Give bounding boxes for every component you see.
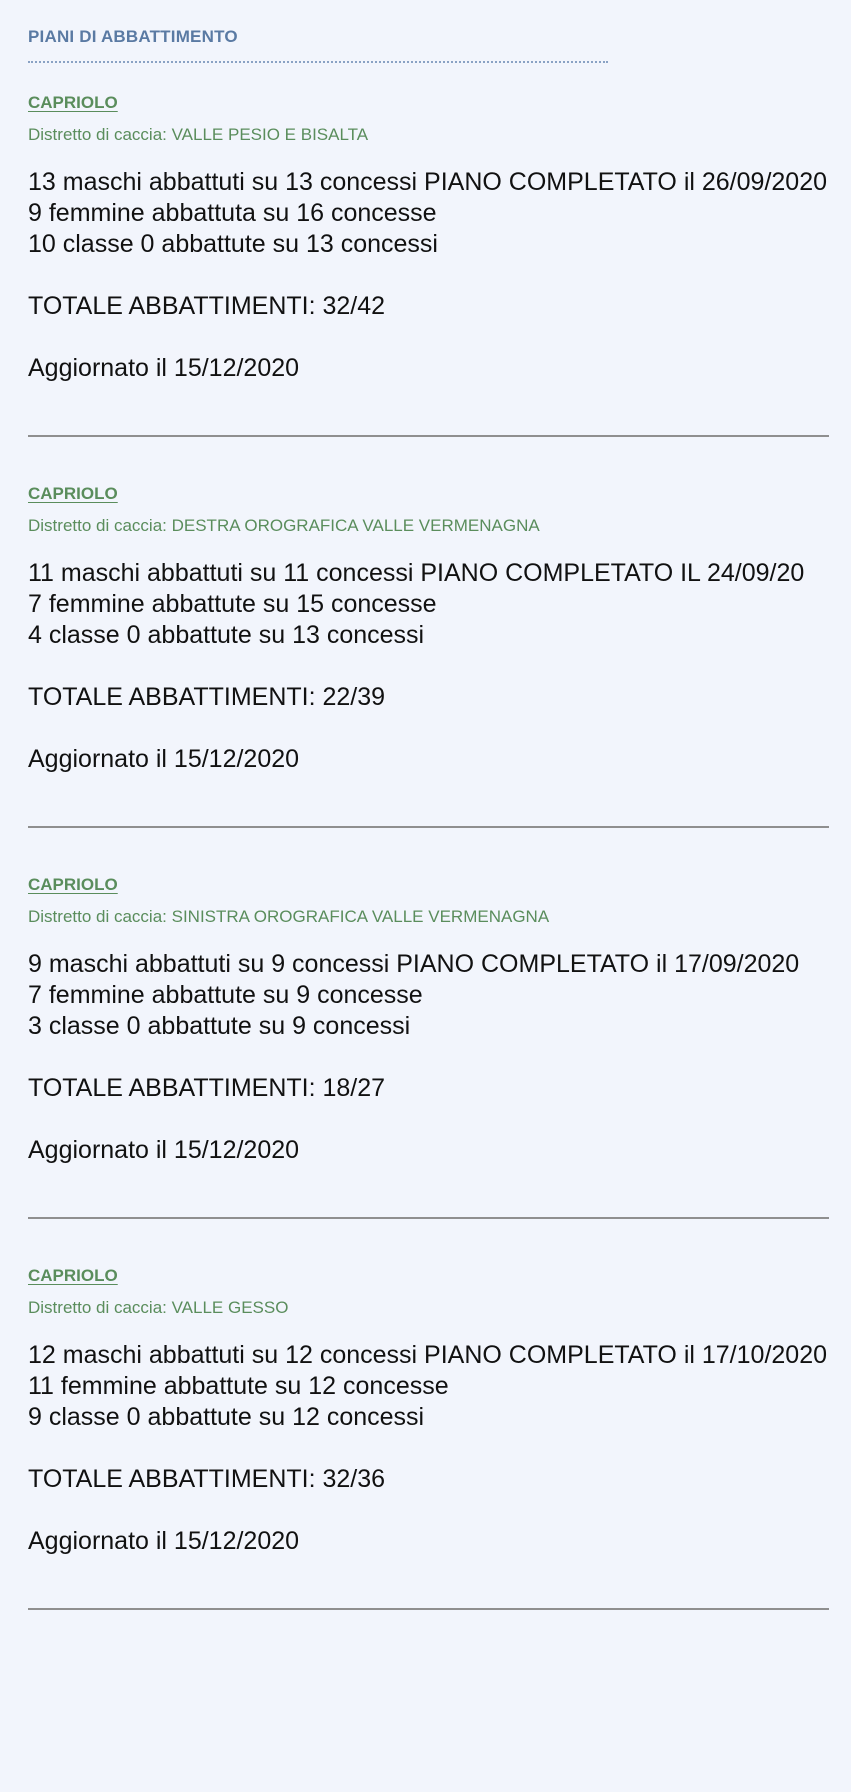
- spacer: [28, 322, 829, 353]
- updated-date: Aggiornato il 15/12/2020: [28, 1136, 300, 1164]
- class0-count: 4 classe 0 abbattute su 13 concessi: [28, 621, 425, 649]
- spacer: [28, 1104, 829, 1135]
- entry-body: [28, 558, 829, 775]
- class0-count: 3 classe 0 abbattute su 9 concessi: [28, 1012, 411, 1040]
- updated-date: Aggiornato il 15/12/2020: [28, 745, 300, 773]
- hunting-district: Distretto di caccia: DESTRA OROGRAFICA VALLE VERMENAGNA: [28, 516, 540, 535]
- culling-plan-entry: [28, 1219, 829, 1610]
- hunting-district: Distretto di caccia: SINISTRA OROGRAFICA VALLE VERMENAGNA: [28, 907, 550, 926]
- hunting-district: Distretto di caccia: VALLE GESSO: [28, 1298, 289, 1317]
- spacer: [28, 260, 829, 291]
- species-link[interactable]: CAPRIOLO: [28, 484, 118, 503]
- entry-body: [28, 1340, 829, 1557]
- class0-count: 10 classe 0 abbattute su 13 concessi: [28, 230, 438, 258]
- males-count: 12 maschi abbattuti su 12 concessi PIANO COMPLETATO il 17/10/2020: [28, 1341, 827, 1369]
- total-count: TOTALE ABBATTIMENTI: 32/42: [28, 292, 386, 320]
- males-count: 11 maschi abbattuti su 11 concessi PIANO COMPLETATO IL 24/09/20: [28, 559, 805, 587]
- total-count: TOTALE ABBATTIMENTI: 32/36: [28, 1465, 386, 1493]
- total-count: TOTALE ABBATTIMENTI: 18/27: [28, 1074, 386, 1102]
- spacer: [28, 1042, 829, 1073]
- culling-plan-entry: [28, 63, 829, 437]
- species-link[interactable]: CAPRIOLO: [28, 1266, 118, 1285]
- males-count: 9 maschi abbattuti su 9 concessi PIANO COMPLETATO il 17/09/2020: [28, 950, 800, 978]
- spacer: [28, 651, 829, 682]
- updated-date: Aggiornato il 15/12/2020: [28, 1527, 300, 1555]
- females-count: 9 femmine abbattuta su 16 concesse: [28, 199, 437, 227]
- culling-plan-entry: [28, 437, 829, 828]
- total-count: TOTALE ABBATTIMENTI: 22/39: [28, 683, 386, 711]
- females-count: 11 femmine abbattute su 12 concesse: [28, 1372, 449, 1400]
- species-link[interactable]: CAPRIOLO: [28, 875, 118, 894]
- spacer: [28, 1495, 829, 1526]
- entry-body: [28, 949, 829, 1166]
- class0-count: 9 classe 0 abbattute su 12 concessi: [28, 1403, 425, 1431]
- females-count: 7 femmine abbattute su 9 concesse: [28, 981, 423, 1009]
- entry-body: [28, 167, 829, 384]
- spacer: [28, 713, 829, 744]
- females-count: 7 femmine abbattute su 15 concesse: [28, 590, 437, 618]
- males-count: 13 maschi abbattuti su 13 concessi PIANO COMPLETATO il 26/09/2020: [28, 168, 827, 196]
- culling-plan-entry: [28, 828, 829, 1219]
- species-link[interactable]: CAPRIOLO: [28, 93, 118, 112]
- hunting-district: Distretto di caccia: VALLE PESIO E BISALTA: [28, 125, 369, 144]
- updated-date: Aggiornato il 15/12/2020: [28, 354, 300, 382]
- section-title: PIANI DI ABBATTIMENTO: [28, 27, 238, 46]
- entry-divider: [28, 1608, 829, 1610]
- spacer: [28, 1433, 829, 1464]
